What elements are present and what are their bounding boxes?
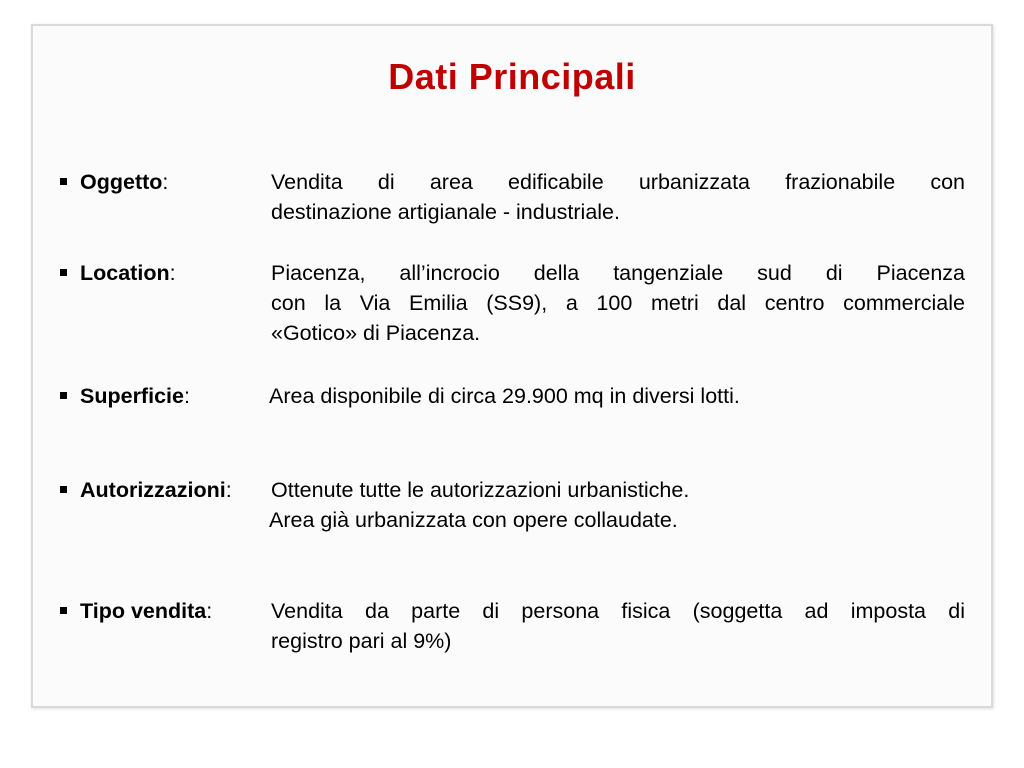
item-value-line: Piacenza, all’incrocio della tangenziale sud di Piacenza <box>271 261 965 285</box>
item-value-line: Area disponibile di circa 29.900 mq in diversi lotti. <box>269 384 740 408</box>
slide <box>31 24 993 708</box>
item-value-line: Ottenute tutte le autorizzazioni urbanistiche. <box>271 478 690 502</box>
square-bullet-icon <box>60 607 67 614</box>
item-value <box>271 167 965 227</box>
item-value <box>271 258 965 348</box>
square-bullet-icon <box>60 486 67 493</box>
item-label: Oggetto: <box>80 170 169 194</box>
item-value-line: con la Via Emilia (SS9), a 100 metri dal centro commerciale <box>271 291 965 315</box>
item-value <box>271 475 965 535</box>
item-value-line: Area già urbanizzata con opere collaudate. <box>269 508 678 532</box>
item-label: Tipo vendita: <box>80 599 213 623</box>
item-value-line: Vendita da parte di persona fisica (soggetta ad imposta di <box>271 599 965 623</box>
square-bullet-icon <box>60 269 67 276</box>
item-value <box>271 596 965 656</box>
item-value-line: Vendita di area edificabile urbanizzata frazionabile con <box>271 170 965 194</box>
square-bullet-icon <box>60 392 67 399</box>
item-value <box>271 381 965 411</box>
item-label: Autorizzazioni: <box>80 478 232 502</box>
item-value-line: «Gotico» di Piacenza. <box>271 321 481 345</box>
item-label: Location: <box>80 261 176 285</box>
slide-title: Dati Principali <box>388 56 636 97</box>
item-value-line: destinazione artigianale - industriale. <box>271 200 620 224</box>
item-label: Superficie: <box>80 384 190 408</box>
item-value-line: registro pari al 9%) <box>271 629 452 653</box>
square-bullet-icon <box>60 178 67 185</box>
